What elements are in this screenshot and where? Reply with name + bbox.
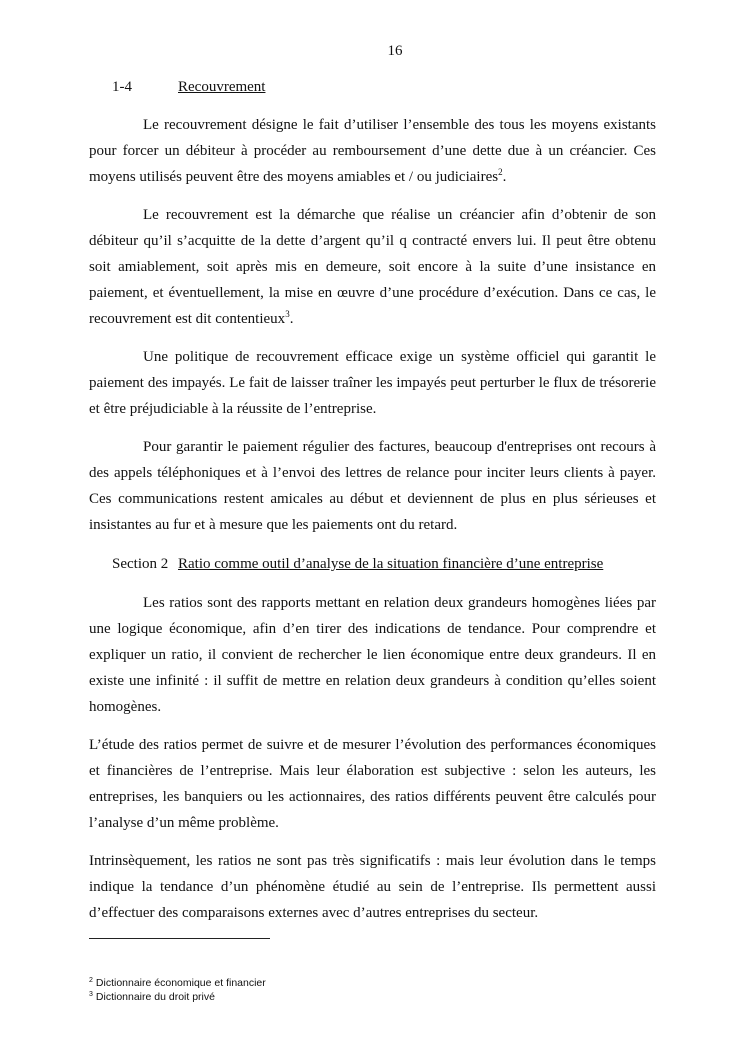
- footnote-2: $^2$ Dictionnaire économique et financier: [89, 977, 266, 989]
- paragraph-intrinsequement: Intrinsèquement, les ratios ne sont pas très significatifs : mais leur évolution dans le temps indique la tendance d’un phénomène étudié au sein de l’entreprise. Ils permettent aussi d’effectuer des comparaisons externes avec d’autres entreprises du secteur.: [89, 853, 656, 921]
- paragraph-recouvrement-demarche: Le recouvrement est la démarche que réalise un créancier afin d’obtenir de son débiteur qu’il s’acquitte de la dette d’argent qu’il q contracté envers lui. Il peut être obtenu soit amiablement, soit après mis en demeure, soit encore à la suite d’une insistance en paiement, et éventuellement, la mise en œuvre d’une procédure d’exécution. Dans ce cas, le recouvrement est dit contentieux$^3$.: [89, 207, 656, 327]
- footnote-ref: 3: [285, 309, 290, 319]
- section-heading-1-4: [112, 77, 265, 97]
- section-title: Ratio comme outil d’analyse de la situation financière d’une entreprise: [178, 556, 604, 572]
- section-number: 1-4: [112, 79, 132, 95]
- paragraph-etude-ratios: L’étude des ratios permet de suivre et de mesurer l’évolution des performances économiques et financières de l’entreprise. Mais leur élaboration est subjective : selon les auteurs, les entreprises, les banquiers ou les actionnaires, des ratios différents peuvent être calculés pour l’analyse d’un même problème.: [89, 737, 656, 831]
- footnote-separator: [89, 938, 270, 939]
- paragraph-paiement-regulier: Pour garantir le paiement régulier des factures, beaucoup d'entreprises ont recours à des appels téléphoniques et à l’envoi des lettres de relance pour inciter leurs clients à payer. Ces communications restent amicales au début et deviennent de plus en plus sérieuses et insistantes au fur et à mesure que les paiements ont du retard.: [89, 439, 656, 533]
- section-number: Section 2: [112, 556, 169, 572]
- page-number: 16: [387, 43, 403, 59]
- paragraph-ratios-definition: Les ratios sont des rapports mettant en relation deux grandeurs homogènes liées par une logique économique, afin d’en tirer des indications de tendance. Pour comprendre et expliquer un ratio, il convient de rechercher le lien économique entre deux grandeurs. Il en existe une infinité : il suffit de mettre en relation deux grandeurs à condition qu’elles soient homogènes.: [89, 595, 656, 715]
- paragraph-politique-recouvrement: Une politique de recouvrement efficace exige un système officiel qui garantit le paiement des impayés. Le fait de laisser traîner les impayés peut perturber le flux de trésorerie et être préjudiciable à la réussite de l’entreprise.: [89, 349, 656, 417]
- section-title: Recouvrement: [178, 79, 266, 95]
- paragraph-recouvrement-definition: Le recouvrement désigne le fait d’utiliser l’ensemble des tous les moyens existants pour forcer un débiteur à procéder au remboursement d’une dette due à un créancier. Ces moyens utilisés peuvent être des moyens amiables et / ou judiciaires$^2$.: [89, 117, 656, 185]
- section-heading-2: [112, 554, 603, 574]
- footnote-ref: 2: [498, 167, 503, 177]
- footnote-3: $^3$ Dictionnaire du droit privé: [89, 991, 215, 1003]
